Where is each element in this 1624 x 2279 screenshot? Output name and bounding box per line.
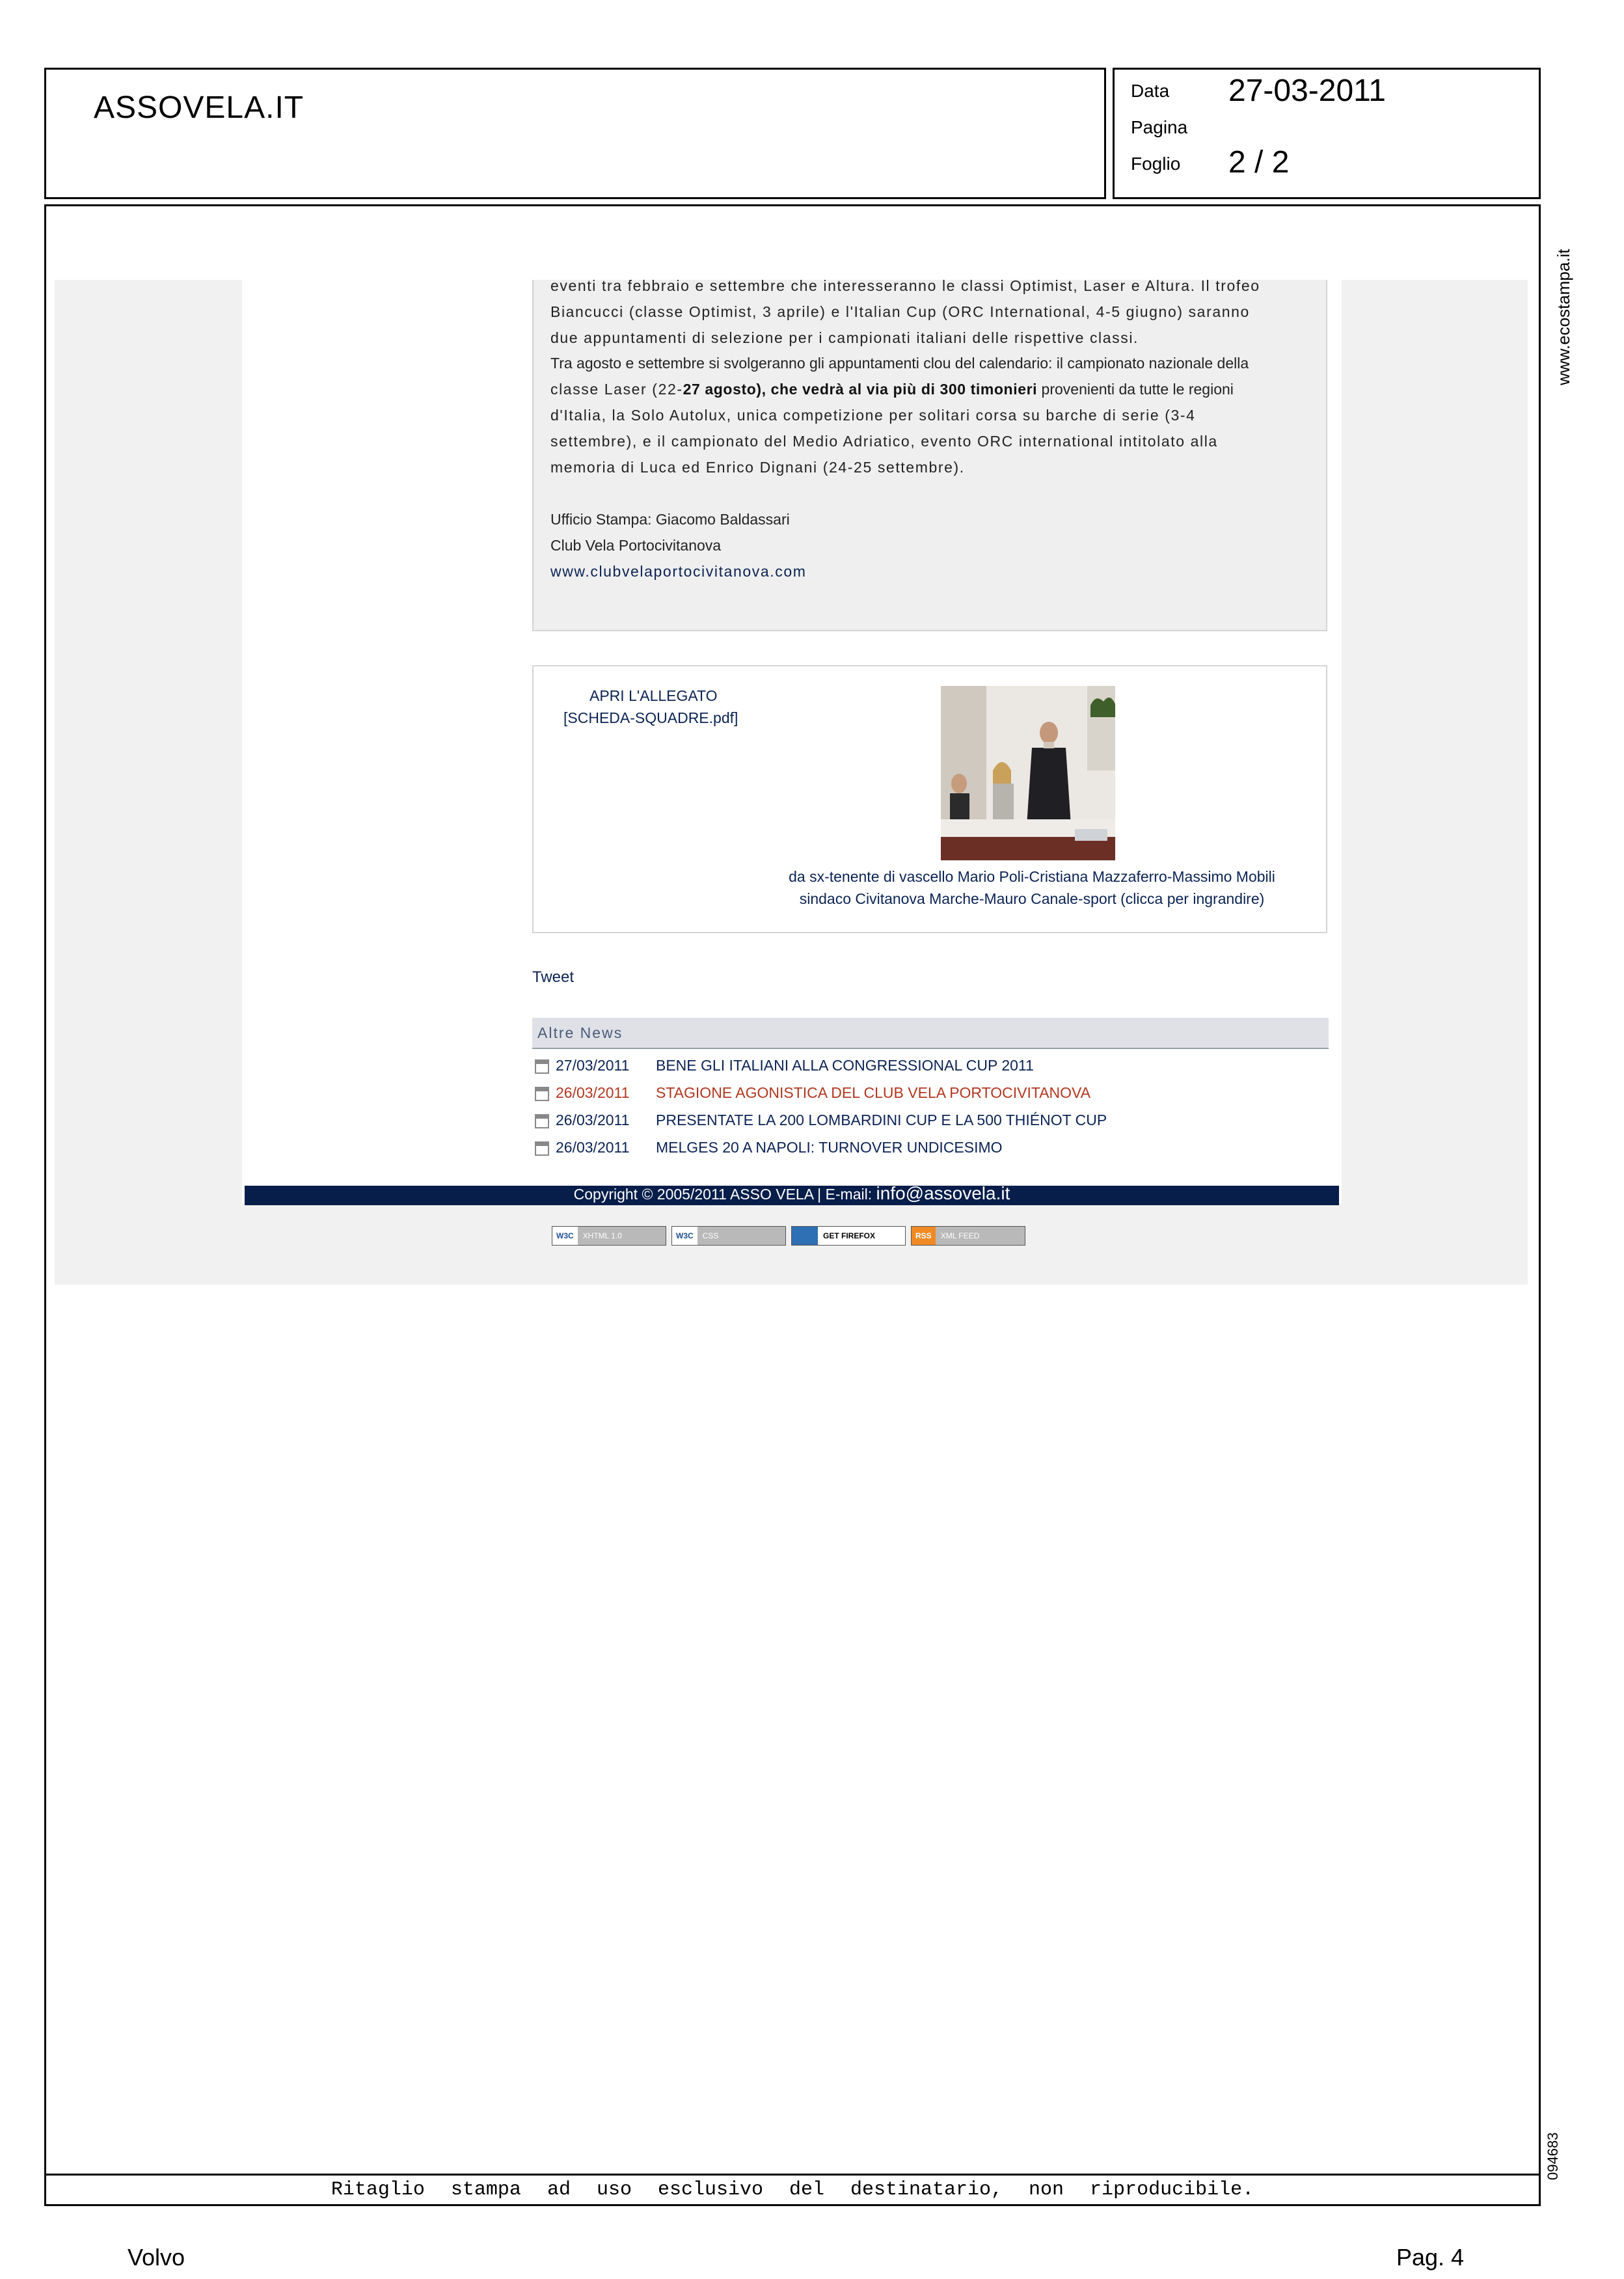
article-line: classe Laser (22-27 agosto), che vedrà al via più di 300 timonieri provenienti da tutte le regioni — [550, 381, 1234, 398]
email-link[interactable]: info@assovela.it — [876, 1183, 1010, 1203]
calendar-icon — [535, 1141, 549, 1156]
get-firefox-badge[interactable]: GET FIREFOX — [791, 1226, 906, 1246]
footer-divider — [44, 2174, 1541, 2176]
attachment-filename-link[interactable]: [SCHEDA-SQUADRE.pdf] — [563, 709, 738, 726]
news-date: 26/03/2011 — [556, 1084, 630, 1101]
calendar-icon — [535, 1114, 549, 1128]
news-date: 27/03/2011 — [556, 1057, 630, 1074]
w3c-css-badge[interactable]: W3C CSS — [671, 1226, 786, 1246]
press-office: Ufficio Stampa: Giacomo Baldassari — [550, 511, 790, 528]
news-date: 26/03/2011 — [556, 1112, 630, 1128]
calendar-icon — [535, 1087, 549, 1101]
article-line: Tra agosto e settembre si svolgeranno gli appuntamenti clou del calendario: il campionato nazionale della — [550, 355, 1249, 372]
tweet-link[interactable]: Tweet — [532, 968, 575, 986]
data-label: Data — [1131, 81, 1170, 101]
side-source-url: www.ecostampa.it — [1554, 249, 1573, 385]
firefox-icon — [792, 1227, 818, 1245]
photo-caption-line1: da sx-tenente di vascello Mario Poli-Cristiana Mazzaferro-Massimo Mobili — [789, 868, 1275, 885]
open-attachment-link[interactable]: APRI L'ALLEGATO — [589, 687, 718, 704]
article-line: due appuntamenti di selezione per i campionati italiani delle rispettive classi. — [550, 329, 1139, 346]
club-name: Club Vela Portocivitanova — [550, 537, 722, 554]
altre-news-header — [532, 1018, 1329, 1049]
footer-client: Volvo — [128, 2244, 185, 2271]
calendar-icon — [535, 1059, 549, 1074]
header-publication-box — [44, 68, 1106, 199]
w3c-xhtml-badge[interactable]: W3C XHTML 1.0 — [552, 1226, 666, 1246]
w3c-logo: W3C — [552, 1227, 578, 1245]
rss-feed-badge[interactable]: RSS XML FEED — [911, 1226, 1025, 1246]
copyright-text: Copyright © 2005/2011 ASSO VELA | E-mail: info@assovela.it — [573, 1183, 1010, 1203]
news-title-link[interactable]: BENE GLI ITALIANI ALLA CONGRESSIONAL CUP 2011 — [656, 1057, 1034, 1074]
article-line: Biancucci (classe Optimist, 3 aprile) e l'Italian Cup (ORC International, 4-5 giugno) saranno — [550, 303, 1250, 320]
news-title-link[interactable]: STAGIONE AGONISTICA DEL CLUB VELA PORTOCIVITANOVA — [656, 1084, 1091, 1101]
news-title-link[interactable]: MELGES 20 A NAPOLI: TURNOVER UNDICESIMO — [656, 1139, 1003, 1156]
w3c-logo: W3C — [672, 1227, 697, 1245]
photo-caption-line2[interactable]: sindaco Civitanova Marche-Mauro Canale-sport (clicca per ingrandire) — [799, 890, 1265, 907]
press-conference-photo[interactable] — [941, 686, 1115, 860]
foglio-label: Foglio — [1131, 154, 1181, 174]
article-line: d'Italia, la Solo Autolux, unica competizione per solitari corsa su barche di serie (3-4 — [550, 407, 1196, 424]
disclaimer: Ritaglio stampa ad uso esclusivo del destinatario, non riproducibile. — [331, 2179, 1254, 2201]
club-website-link[interactable]: www.clubvelaportocivitanova.com — [550, 563, 807, 580]
rss-icon: RSS — [912, 1227, 936, 1245]
article-line: memoria di Luca ed Enrico Dignani (24-25 settembre). — [550, 459, 965, 476]
article-line: settembre), e il campionato del Medio Adriatico, evento ORC international intitolato alla — [550, 433, 1218, 450]
article-line: eventi tra febbraio e settembre che interesseranno le classi Optimist, Laser e Altura. Il trofeo — [550, 277, 1260, 294]
pagina-label: Pagina — [1131, 117, 1188, 137]
side-code: 094683 — [1545, 2132, 1561, 2180]
photo-illustration — [941, 686, 1115, 860]
altre-news-title: Altre News — [537, 1024, 623, 1041]
news-date: 26/03/2011 — [556, 1139, 630, 1156]
publication-name: ASSOVELA.IT — [94, 90, 304, 125]
foglio-value: 2 / 2 — [1228, 145, 1290, 180]
news-title-link[interactable]: PRESENTATE LA 200 LOMBARDINI CUP E LA 500 THIÉNOT CUP — [656, 1112, 1107, 1128]
data-value: 27-03-2011 — [1228, 74, 1386, 108]
footer-page-number: Pag. 4 — [1396, 2244, 1465, 2271]
